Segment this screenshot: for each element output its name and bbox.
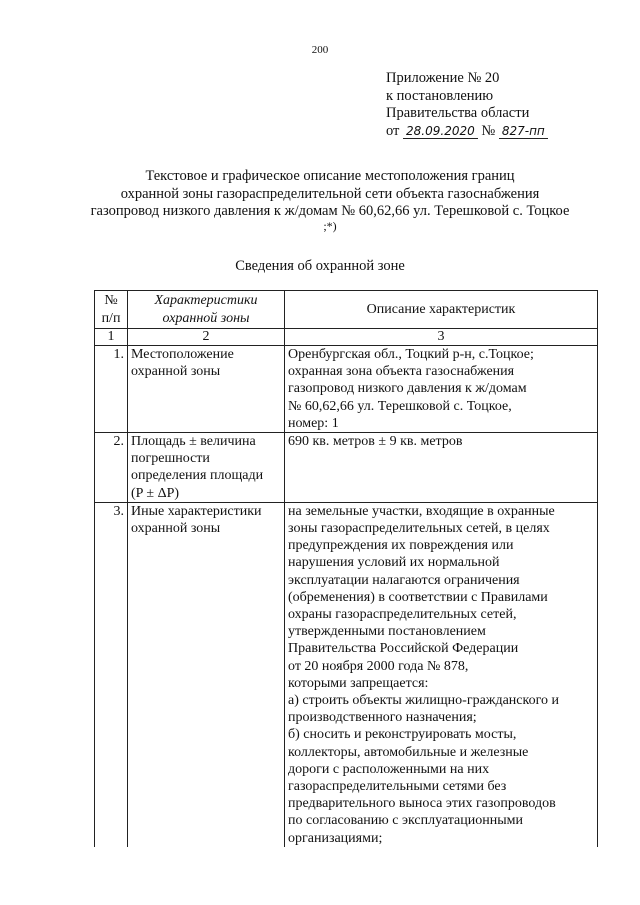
header-num-line: п/п (101, 310, 121, 326)
description-line: Оренбургская обл., Тоцкий р-н, с.Тоцкое; (288, 347, 534, 362)
description-line: дороги с расположенными на них (288, 761, 490, 777)
description-line: по согласованию с эксплуатационными (288, 813, 523, 829)
page-number: 200 (311, 44, 329, 56)
col-number: 3 (285, 329, 598, 346)
row-description (285, 346, 598, 433)
row-characteristic (128, 433, 285, 503)
protection-zone-table (94, 290, 598, 847)
header-characteristics-line: охранной зоны (162, 310, 250, 326)
description-line: газопровод низкого давления к ж/домам (288, 381, 527, 397)
description-line: производственного назначения; (288, 710, 477, 726)
characteristic-line: Площадь ± величина (131, 434, 256, 450)
table-row (95, 502, 598, 847)
table-header-row (95, 291, 598, 329)
header-characteristics-line: Характеристики (154, 293, 258, 309)
header-description (285, 291, 598, 329)
header-characteristics (128, 291, 285, 329)
characteristic-line: охранной зоны (131, 364, 221, 380)
description-line: утвержденными постановлением (288, 624, 486, 640)
annex-line-3: Правительства области (386, 105, 530, 121)
handwritten-number: 827-пп (499, 125, 548, 139)
description-line: газораспределительными сетями без (288, 779, 507, 795)
description-line: охранная зона объекта газоснабжения (288, 364, 515, 380)
header-num-line: № (104, 293, 118, 309)
header-num (95, 291, 128, 329)
document-title (60, 168, 600, 232)
description-line: номер: 1 (288, 415, 339, 431)
table-row (95, 433, 598, 503)
row-description (285, 433, 598, 503)
title-line-2: охранной зоны газораспределительной сети объекта газоснабжения (120, 185, 540, 202)
characteristic-line: охранной зоны (131, 521, 221, 537)
description-line: от 20 ноября 2000 года № 878, (288, 658, 469, 674)
description-line: которыми запрещается: (288, 675, 429, 691)
row-number: 3. (95, 502, 128, 847)
row-number: 1. (95, 346, 128, 433)
table-row (95, 346, 598, 433)
characteristic-line: (P ± ΔP) (131, 485, 180, 501)
col-number: 1 (95, 329, 128, 346)
annex-line-1: Приложение № 20 (386, 70, 500, 86)
column-number-row (95, 329, 598, 346)
characteristic-line: погрешности (131, 451, 210, 467)
title-line-1: Текстовое и графическое описание местоположения границ (145, 168, 515, 184)
description-line: а) строить объекты жилищно-гражданского и (288, 693, 559, 709)
characteristic-line: Иные характеристики (131, 503, 262, 519)
annex-line-2: к постановлению (386, 87, 494, 104)
description-line: (обременения) в соответствии с Правилами (288, 589, 548, 605)
description-line: предварительного выноса этих газопроводов (288, 796, 556, 812)
header-description-text: Описание характеристик (366, 301, 516, 317)
handwritten-date: 28.09.2020 (403, 125, 478, 139)
title-line-3: газопровод низкого давления к ж/домам № 60,62,66 ул. Терешковой с. Тоцкое (90, 203, 570, 219)
annex-block (386, 70, 548, 140)
row-characteristic (128, 346, 285, 433)
description-line: зоны газораспределительных сетей, в целях (288, 521, 550, 537)
date-prefix: от (386, 122, 400, 139)
description-line: предупреждения их повреждения или (288, 538, 514, 554)
description-line: б) сносить и реконструировать мосты, (288, 727, 517, 743)
section-subtitle: Сведения об охранной зоне (235, 258, 405, 274)
description-line: № 60,62,66 ул. Терешковой с. Тоцкое, (288, 398, 512, 414)
description-line: коллекторы, автомобильные и железные (288, 744, 529, 760)
title-footnote-mark: ;*) (323, 218, 337, 233)
row-number: 2. (95, 433, 128, 503)
annex-date-line (386, 123, 548, 141)
description-line: 690 кв. метров ± 9 кв. метров (288, 434, 463, 450)
description-line: охраны газораспределительных сетей, (288, 607, 517, 623)
description-line: на земельные участки, входящие в охранные (288, 503, 555, 519)
description-line: эксплуатации налагаются ограничения (288, 572, 520, 588)
description-line: нарушения условий их нормальной (288, 555, 500, 571)
characteristic-line: определения площади (131, 468, 264, 484)
characteristic-line: Местоположение (131, 347, 234, 362)
description-line: Правительства Российской Федерации (288, 641, 519, 657)
description-line: организациями; (288, 830, 383, 846)
number-prefix: № (481, 122, 496, 139)
row-description (285, 502, 598, 847)
row-characteristic (128, 502, 285, 847)
col-number: 2 (128, 329, 285, 346)
